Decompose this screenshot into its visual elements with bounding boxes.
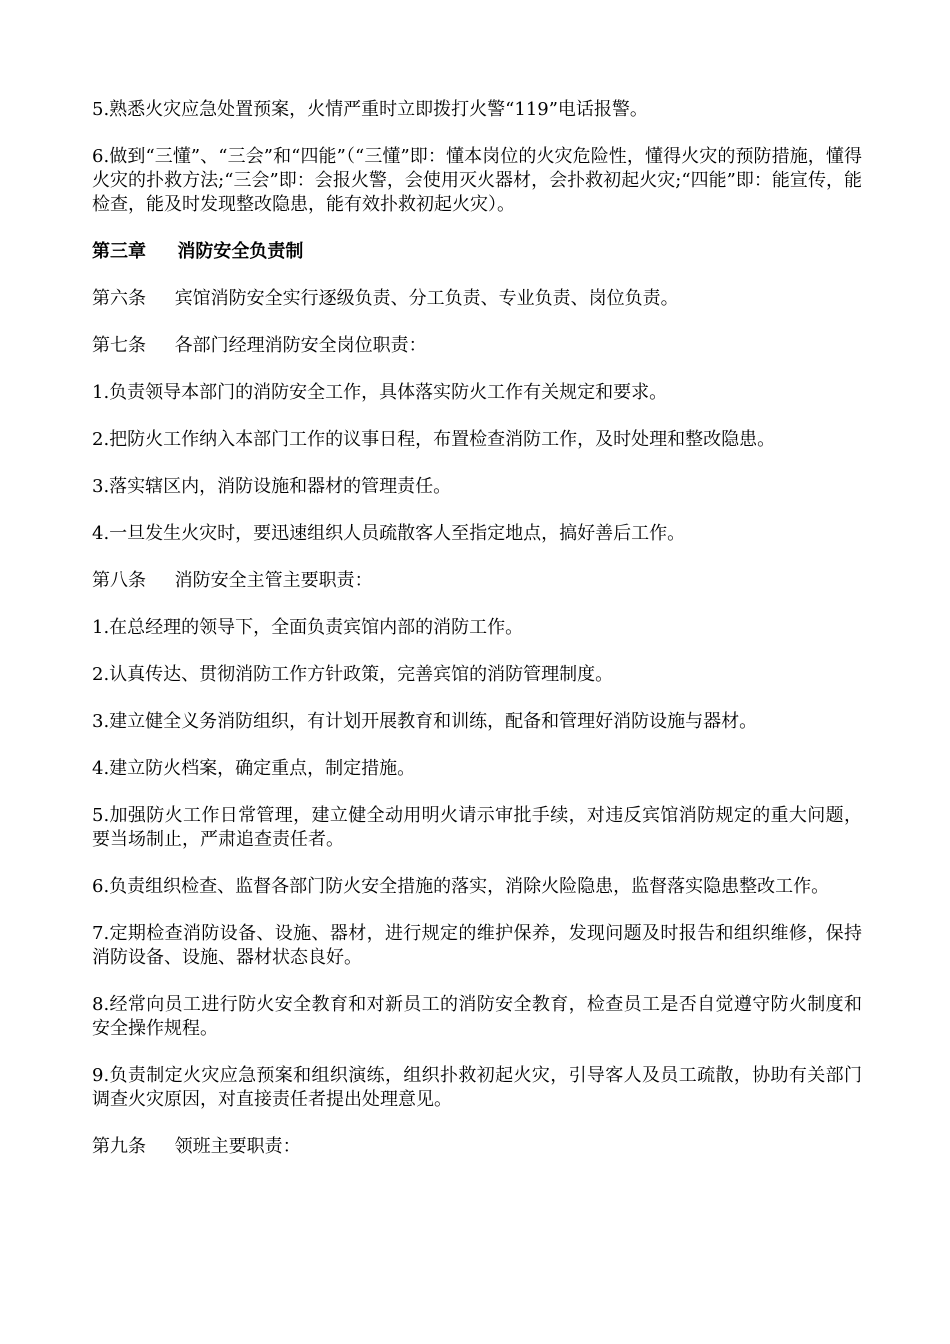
article-8-item-4: 4.建立防火档案，确定重点，制定措施。: [92, 758, 416, 779]
paragraph-item-5: 5.熟悉火灾应急处置预案，火情严重时立即拨打火警“119”电话报警。: [92, 99, 648, 120]
article-7-item-1: 1.负责领导本部门的消防安全工作，具体落实防火工作有关规定和要求。: [92, 382, 668, 403]
article-7-item-2: 2.把防火工作纳入本部门工作的议事日程，布置检查消防工作，及时处理和整改隐患。: [92, 429, 776, 450]
article-8-item-2: 2.认真传达、贯彻消防工作方针政策，完善宾馆的消防管理制度。: [92, 664, 614, 685]
article-8-item-7: 7.定期检查消防设备、设施、器材，进行规定的维护保养，发现问题及时报告和组织维修，保持消防设备、设施、器材状态良好。: [92, 923, 862, 968]
article-7-item-4: 4.一旦发生火灾时，要迅速组织人员疏散客人至指定地点，搞好善后工作。: [92, 523, 686, 544]
article-9: 第九条 领班主要职责：: [92, 1136, 301, 1157]
paragraph-item-6: 6.做到“三懂”、“三会”和“四能”（“三懂”即：懂本岗位的火灾危险性，懂得火灾的预防措施，懂得火灾的扑救方法;“三会”即：会报火警，会使用灭火器材，会扑救初起火灾;“四能”即：能宣传，能检查，能及时发现整改隐患，能有效扑救初起火灾）。: [92, 146, 862, 215]
article-8-item-8: 8.经常向员工进行防火安全教育和对新员工的消防安全教育，检查员工是否自觉遵守防火制度和安全操作规程。: [92, 994, 862, 1039]
article-6: 第六条 宾馆消防安全实行逐级负责、分工负责、专业负责、岗位负责。: [92, 288, 679, 309]
article-8-item-6: 6.负责组织检查、监督各部门防火安全措施的落实，消除火险隐患，监督落实隐患整改工作。: [92, 876, 830, 897]
chapter-heading: 第三章 消防安全负责制: [92, 241, 304, 262]
article-7-item-3: 3.落实辖区内，消防设施和器材的管理责任。: [92, 476, 452, 497]
article-8: 第八条 消防安全主管主要职责：: [92, 570, 373, 591]
article-8-item-9: 9.负责制定火灾应急预案和组织演练，组织扑救初起火灾，引导客人及员工疏散，协助有关部门调查火灾原因，对直接责任者提出处理意见。: [92, 1065, 862, 1110]
article-7: 第七条 各部门经理消防安全岗位职责：: [92, 335, 427, 356]
article-8-item-1: 1.在总经理的领导下，全面负责宾馆内部的消防工作。: [92, 617, 524, 638]
document-page: [92, 98, 862, 1182]
article-8-item-5: 5.加强防火工作日常管理，建立健全动用明火请示审批手续，对违反宾馆消防规定的重大问题，要当场制止，严肃追查责任者。: [92, 805, 862, 850]
article-8-item-3: 3.建立健全义务消防组织，有计划开展教育和训练，配备和管理好消防设施与器材。: [92, 711, 758, 732]
